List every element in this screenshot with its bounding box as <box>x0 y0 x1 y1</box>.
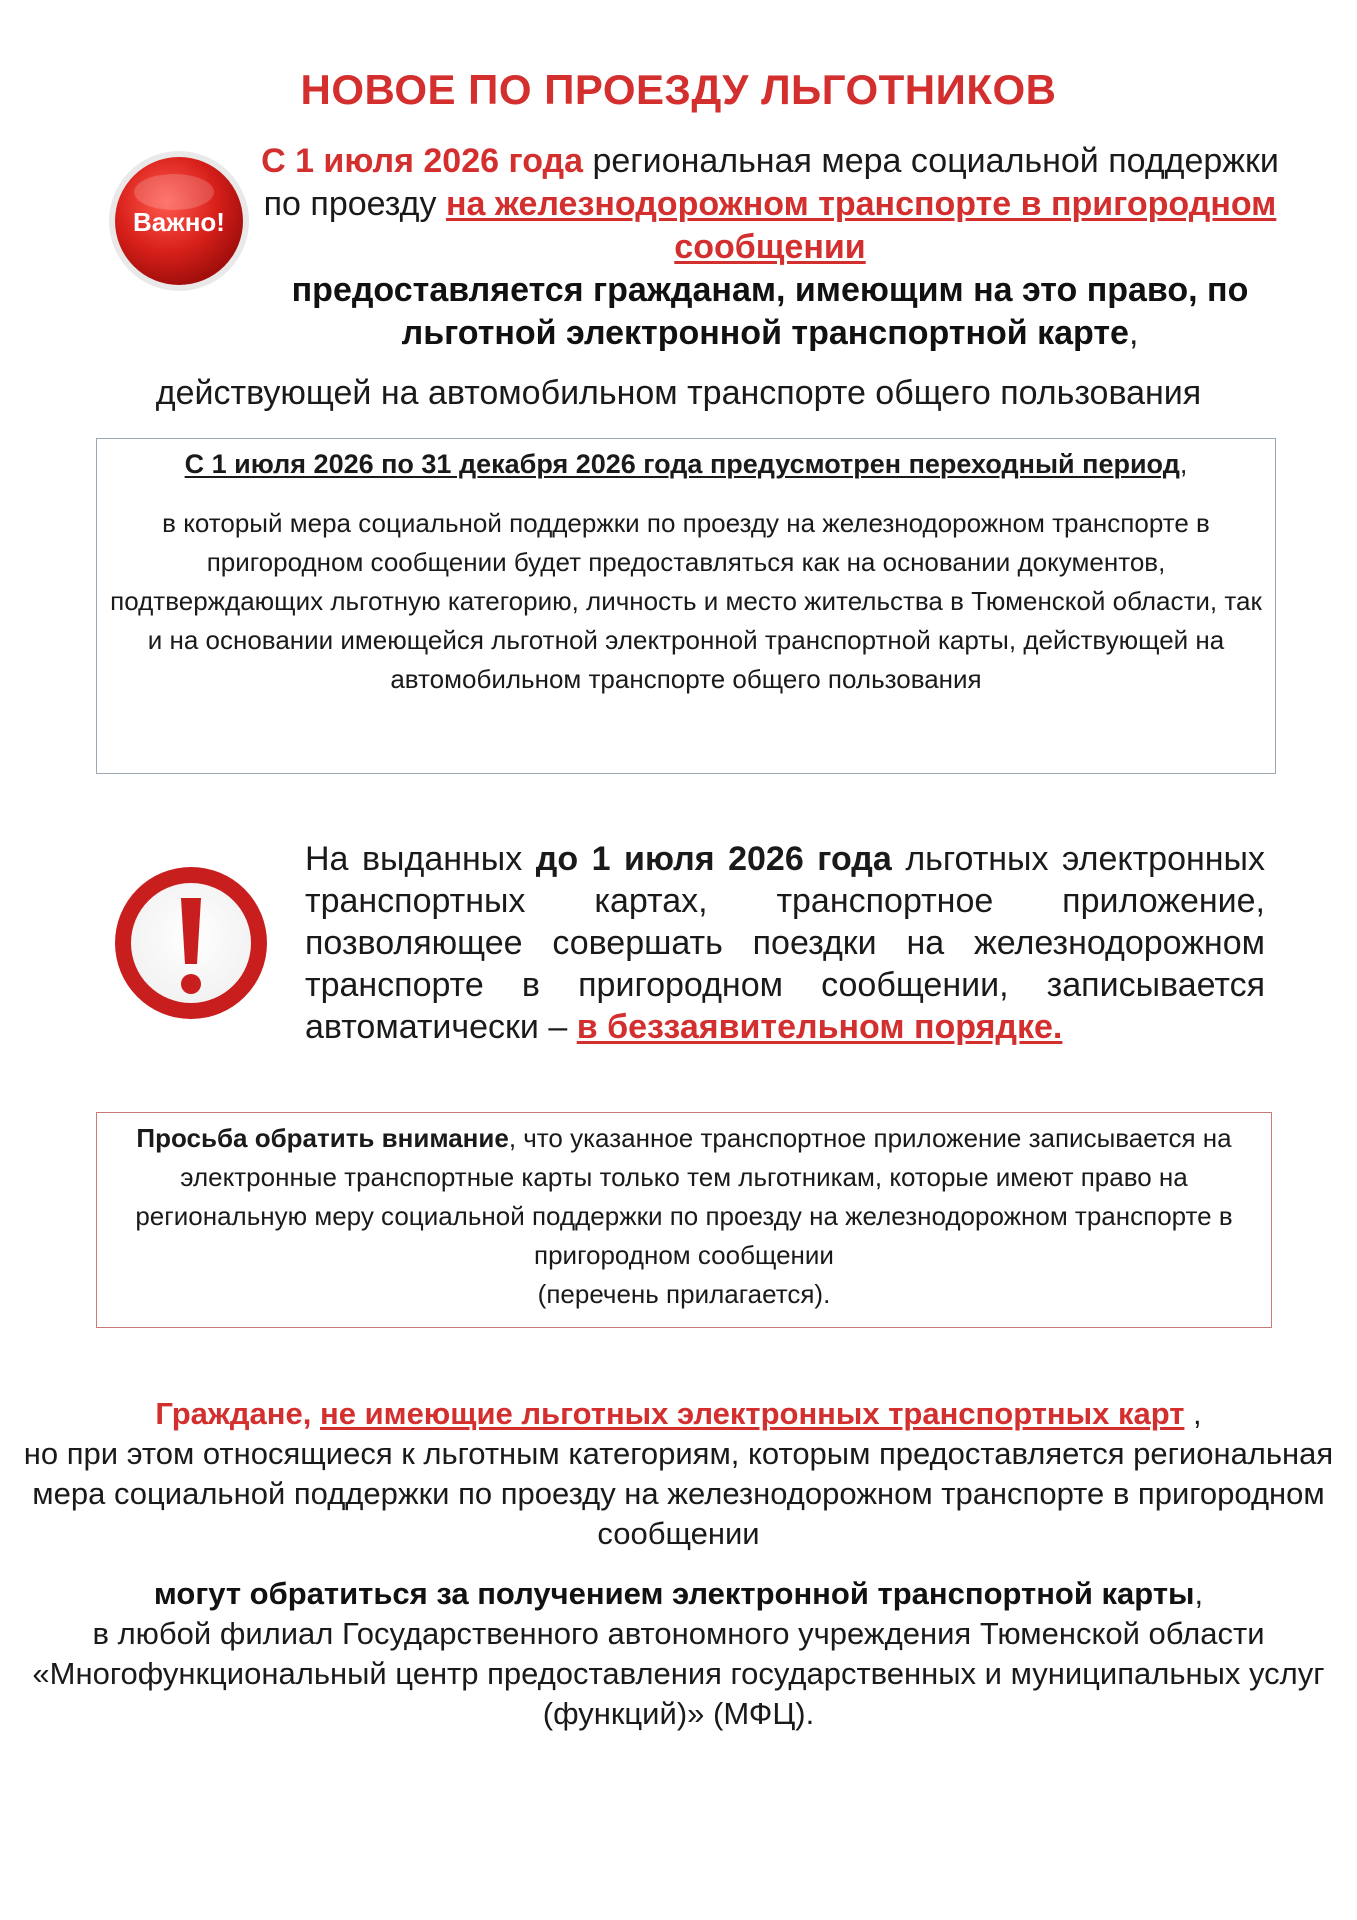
note-text-1: На выданных <box>305 840 536 878</box>
apply-paragraph <box>0 1574 1357 1734</box>
intro-tail: действующей на автомобильном транспорте общего пользования <box>155 374 1202 412</box>
note-date: до 1 июля 2026 года <box>535 840 892 878</box>
attention-bold: Просьба обратить внимание <box>136 1123 509 1153</box>
exclamation-icon <box>108 860 274 1026</box>
attention-list-note: (перечень прилагается). <box>537 1279 831 1309</box>
transition-box <box>96 438 1276 774</box>
citizens-text: но при этом относящиеся к льготным категориям, которым предоставляется региональная мера социальной поддержки по проезду на железнодорожном транспорте в пригородном сообщении <box>23 1436 1334 1551</box>
apply-comma: , <box>1194 1576 1204 1611</box>
intro-rail-highlight: на железнодорожном транспорте в пригородном сообщении <box>445 185 1277 266</box>
auto-record-note <box>305 838 1265 1048</box>
intro-paragraph <box>250 140 1290 355</box>
intro-date: С 1 июля 2026 года <box>261 142 583 180</box>
transition-heading <box>97 449 1275 480</box>
citizens-comma: , <box>1184 1396 1202 1431</box>
attention-text: , что указанное транспортное приложение записывается на электронные транспортные карты только тем льготникам, которые имеют право на региональную меру социальной поддержки по проезду на железнодорожном транспорте в пригородном сообщении <box>135 1123 1233 1270</box>
apply-bold: могут обратиться за получением электронной транспортной карты <box>153 1576 1195 1611</box>
intro-comma: , <box>1128 314 1139 352</box>
intro-text: региональная мера социальной поддержки по проезду <box>263 142 1279 223</box>
badge-text: Важно! <box>133 207 225 237</box>
attention-box <box>96 1112 1272 1328</box>
important-badge-icon <box>104 144 254 298</box>
note-text-2: льготных электронных транспортных картах, транспортное приложение, позволяющее совершать поездки на железнодорожном транспорте в пригородном сообщении, записывается автоматически – <box>305 840 1265 1046</box>
transition-heading-comma: , <box>1179 449 1188 479</box>
citizens-paragraph <box>0 1394 1357 1554</box>
note-highlight: в беззаявительном порядке. <box>576 1008 1063 1046</box>
citizens-no-cards: не имеющие льготных электронных транспортных карт <box>320 1396 1185 1431</box>
transition-body: в который мера социальной поддержки по проезду на железнодорожном транспорте в пригородном сообщении будет предоставляться как на основании документов, подтверждающих льготную категорию, личность и место жительства в Тюменской области, так и на основании имеющейся льготной электронной транспортной карты, действующей на автомобильном транспорте общего пользования <box>110 508 1262 694</box>
apply-text: в любой филиал Государственного автономного учреждения Тюменской области «Многофункциональный центр предоставления государственных и муниципальных услуг (функций)» (МФЦ). <box>32 1616 1325 1731</box>
citizens-lead: Граждане, <box>155 1396 320 1431</box>
intro-bold-text: предоставляется гражданам, имеющим на это право, по льготной электронной транспортной карте <box>291 271 1249 352</box>
page-title: НОВОЕ ПО ПРОЕЗДУ ЛЬГОТНИКОВ <box>300 66 1057 113</box>
transition-heading-text: С 1 июля 2026 по 31 декабря 2026 года предусмотрен переходный период <box>184 449 1180 479</box>
